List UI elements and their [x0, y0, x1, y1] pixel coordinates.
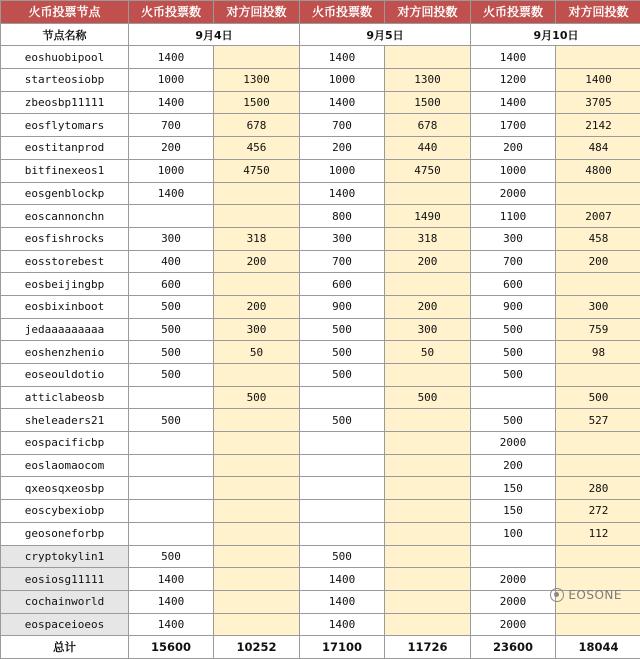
- table-row: [1, 454, 640, 477]
- huobi-votes-cell: 500: [471, 409, 556, 432]
- return-votes-cell: [385, 409, 471, 432]
- node-name-cell: eosflytomars: [1, 114, 129, 137]
- huobi-votes-cell: 700: [300, 114, 385, 137]
- huobi-votes-cell: 1000: [300, 159, 385, 182]
- return-votes-cell: 440: [385, 137, 471, 160]
- return-votes-cell: 2007: [556, 205, 640, 228]
- huobi-votes-cell: 200: [471, 137, 556, 160]
- huobi-votes-cell: 600: [471, 273, 556, 296]
- return-votes-cell: 300: [385, 318, 471, 341]
- table-row: [1, 545, 640, 568]
- return-votes-cell: 318: [385, 227, 471, 250]
- huobi-votes-cell: 200: [300, 137, 385, 160]
- huobi-votes-cell: 1400: [300, 46, 385, 69]
- huobi-votes-cell: [129, 500, 214, 523]
- return-votes-cell: 98: [556, 341, 640, 364]
- table-row: [1, 613, 640, 636]
- header-return-votes-2: 对方回投数: [385, 1, 471, 24]
- huobi-votes-cell: 500: [129, 545, 214, 568]
- table-row: [1, 137, 640, 160]
- return-votes-cell: 678: [385, 114, 471, 137]
- return-votes-cell: 200: [385, 250, 471, 273]
- total-label: 总计: [1, 636, 129, 659]
- header-huobi-votes-1: 火币投票数: [129, 1, 214, 24]
- date-sep10: 9月10日: [471, 23, 640, 46]
- wechat-icon: [550, 588, 564, 602]
- table-row: [1, 364, 640, 387]
- huobi-votes-cell: 1700: [471, 114, 556, 137]
- huobi-votes-cell: [300, 477, 385, 500]
- return-votes-cell: [214, 273, 300, 296]
- huobi-votes-cell: [129, 432, 214, 455]
- return-votes-cell: 500: [214, 386, 300, 409]
- return-votes-cell: [385, 568, 471, 591]
- return-votes-cell: 200: [214, 250, 300, 273]
- huobi-votes-cell: 2000: [471, 590, 556, 613]
- huobi-votes-cell: 500: [300, 364, 385, 387]
- table-row: [1, 159, 640, 182]
- huobi-votes-cell: 150: [471, 477, 556, 500]
- return-votes-cell: [214, 454, 300, 477]
- return-votes-cell: 678: [214, 114, 300, 137]
- return-votes-cell: 1300: [385, 69, 471, 92]
- header-return-votes-1: 对方回投数: [214, 1, 300, 24]
- huobi-votes-cell: 1400: [471, 91, 556, 114]
- return-votes-cell: 458: [556, 227, 640, 250]
- return-votes-cell: 1490: [385, 205, 471, 228]
- table-row: [1, 114, 640, 137]
- huobi-votes-cell: 900: [300, 295, 385, 318]
- return-votes-cell: 527: [556, 409, 640, 432]
- huobi-votes-cell: 1400: [300, 590, 385, 613]
- huobi-votes-cell: 1400: [129, 91, 214, 114]
- return-votes-cell: [214, 545, 300, 568]
- node-name-cell: eosbixinboot: [1, 295, 129, 318]
- table-row: [1, 295, 640, 318]
- return-votes-cell: [214, 522, 300, 545]
- total-value: 10252: [214, 636, 300, 659]
- huobi-votes-cell: 400: [129, 250, 214, 273]
- return-votes-cell: [556, 545, 640, 568]
- total-value: 11726: [385, 636, 471, 659]
- table-row: [1, 341, 640, 364]
- huobi-votes-cell: 1400: [300, 613, 385, 636]
- header-huobi-votes-2: 火币投票数: [300, 1, 385, 24]
- huobi-votes-cell: 300: [300, 227, 385, 250]
- node-name-cell: zbeosbp11111: [1, 91, 129, 114]
- node-name-cell: eosgenblockp: [1, 182, 129, 205]
- huobi-votes-cell: 500: [129, 318, 214, 341]
- return-votes-cell: 200: [556, 250, 640, 273]
- huobi-votes-cell: 1000: [129, 159, 214, 182]
- total-value: 17100: [300, 636, 385, 659]
- node-name-cell: sheleaders21: [1, 409, 129, 432]
- huobi-votes-cell: 700: [300, 250, 385, 273]
- huobi-votes-cell: 2000: [471, 613, 556, 636]
- return-votes-cell: [385, 273, 471, 296]
- table-row: [1, 568, 640, 591]
- header-node-group: 火币投票节点: [1, 1, 129, 24]
- node-name-cell: eospaceioeos: [1, 613, 129, 636]
- return-votes-cell: [385, 545, 471, 568]
- return-votes-cell: [385, 613, 471, 636]
- return-votes-cell: [556, 432, 640, 455]
- node-name-cell: cochainworld: [1, 590, 129, 613]
- huobi-votes-cell: 500: [300, 318, 385, 341]
- huobi-votes-cell: [300, 500, 385, 523]
- huobi-votes-cell: 700: [129, 114, 214, 137]
- return-votes-cell: 1500: [385, 91, 471, 114]
- huobi-votes-cell: 100: [471, 522, 556, 545]
- watermark-text: EOSONE: [568, 588, 622, 602]
- return-votes-cell: 4800: [556, 159, 640, 182]
- node-name-cell: eosstorebest: [1, 250, 129, 273]
- huobi-votes-cell: [300, 454, 385, 477]
- table-row: [1, 273, 640, 296]
- node-name-cell: jedaaaaaaaaa: [1, 318, 129, 341]
- huobi-votes-cell: 1400: [300, 568, 385, 591]
- huobi-votes-cell: 2000: [471, 182, 556, 205]
- return-votes-cell: [385, 522, 471, 545]
- table-row: [1, 91, 640, 114]
- return-votes-cell: [556, 364, 640, 387]
- huobi-votes-cell: 500: [129, 364, 214, 387]
- node-name-header: 节点名称: [1, 23, 129, 46]
- return-votes-cell: 4750: [214, 159, 300, 182]
- huobi-votes-cell: 1400: [300, 182, 385, 205]
- return-votes-cell: [214, 364, 300, 387]
- huobi-votes-cell: 200: [129, 137, 214, 160]
- huobi-votes-cell: 1000: [129, 69, 214, 92]
- table-row: [1, 227, 640, 250]
- node-name-cell: cryptokylin1: [1, 545, 129, 568]
- huobi-votes-cell: 500: [471, 364, 556, 387]
- return-votes-cell: 318: [214, 227, 300, 250]
- return-votes-cell: 759: [556, 318, 640, 341]
- node-name-cell: eosfishrocks: [1, 227, 129, 250]
- huobi-votes-cell: 500: [129, 295, 214, 318]
- return-votes-cell: 50: [385, 341, 471, 364]
- node-name-cell: eosbeijingbp: [1, 273, 129, 296]
- huobi-votes-cell: 1000: [471, 159, 556, 182]
- huobi-votes-cell: 1400: [300, 91, 385, 114]
- huobi-votes-cell: 700: [471, 250, 556, 273]
- node-name-cell: eoseouldotio: [1, 364, 129, 387]
- eosone-watermark: [550, 588, 622, 602]
- huobi-votes-cell: 500: [300, 341, 385, 364]
- huobi-votes-cell: 1100: [471, 205, 556, 228]
- return-votes-cell: [556, 613, 640, 636]
- table-row: [1, 69, 640, 92]
- total-value: 18044: [556, 636, 640, 659]
- huobi-votes-cell: 500: [129, 409, 214, 432]
- huobi-votes-cell: 1000: [300, 69, 385, 92]
- table-row: [1, 522, 640, 545]
- return-votes-cell: [556, 182, 640, 205]
- return-votes-cell: 4750: [385, 159, 471, 182]
- huobi-votes-cell: 500: [471, 341, 556, 364]
- huobi-votes-cell: 500: [300, 409, 385, 432]
- return-votes-cell: [385, 500, 471, 523]
- return-votes-cell: 1500: [214, 91, 300, 114]
- return-votes-cell: 200: [214, 295, 300, 318]
- return-votes-cell: [385, 477, 471, 500]
- return-votes-cell: [385, 590, 471, 613]
- return-votes-cell: [556, 46, 640, 69]
- return-votes-cell: 484: [556, 137, 640, 160]
- huobi-votes-cell: 600: [300, 273, 385, 296]
- return-votes-cell: 1400: [556, 69, 640, 92]
- table-row: [1, 386, 640, 409]
- huobi-votes-cell: 200: [471, 454, 556, 477]
- total-row: [1, 636, 640, 659]
- return-votes-cell: [214, 613, 300, 636]
- return-votes-cell: [385, 364, 471, 387]
- node-name-cell: geosoneforbp: [1, 522, 129, 545]
- huobi-votes-cell: [129, 386, 214, 409]
- return-votes-cell: 300: [556, 295, 640, 318]
- return-votes-cell: 3705: [556, 91, 640, 114]
- node-name-cell: qxeosqxeosbp: [1, 477, 129, 500]
- node-name-cell: eoshenzhenio: [1, 341, 129, 364]
- total-value: 15600: [129, 636, 214, 659]
- huobi-votes-cell: [471, 386, 556, 409]
- node-name-cell: eoscannonchn: [1, 205, 129, 228]
- total-value: 23600: [471, 636, 556, 659]
- huobi-votes-cell: 1400: [471, 46, 556, 69]
- node-name-cell: eospacificbp: [1, 432, 129, 455]
- return-votes-cell: 280: [556, 477, 640, 500]
- node-name-cell: atticlabeosb: [1, 386, 129, 409]
- huobi-votes-cell: 500: [471, 318, 556, 341]
- node-name-cell: eoslaomaocom: [1, 454, 129, 477]
- return-votes-cell: [385, 46, 471, 69]
- return-votes-cell: 1300: [214, 69, 300, 92]
- table-row: [1, 318, 640, 341]
- table-row: [1, 409, 640, 432]
- huobi-votes-cell: 1400: [129, 46, 214, 69]
- return-votes-cell: [214, 46, 300, 69]
- return-votes-cell: [214, 568, 300, 591]
- return-votes-cell: 2142: [556, 114, 640, 137]
- huobi-votes-cell: 800: [300, 205, 385, 228]
- node-name-cell: eostitanprod: [1, 137, 129, 160]
- node-name-cell: eosiosg11111: [1, 568, 129, 591]
- return-votes-cell: [214, 205, 300, 228]
- date-sep5: 9月5日: [300, 23, 471, 46]
- node-name-cell: starteosiobp: [1, 69, 129, 92]
- return-votes-cell: 456: [214, 137, 300, 160]
- huobi-votes-cell: 150: [471, 500, 556, 523]
- return-votes-cell: 300: [214, 318, 300, 341]
- return-votes-cell: 500: [556, 386, 640, 409]
- table-row: [1, 500, 640, 523]
- table-row: [1, 182, 640, 205]
- return-votes-cell: [556, 568, 640, 591]
- huobi-votes-cell: [129, 205, 214, 228]
- return-votes-cell: [214, 409, 300, 432]
- huobi-votes-cell: 1200: [471, 69, 556, 92]
- huobi-votes-cell: [129, 522, 214, 545]
- table-row: [1, 46, 640, 69]
- huobi-votes-cell: 300: [129, 227, 214, 250]
- node-name-cell: eoshuobipool: [1, 46, 129, 69]
- huobi-votes-cell: [471, 545, 556, 568]
- huobi-votes-cell: [129, 477, 214, 500]
- huobi-votes-cell: 1400: [129, 182, 214, 205]
- return-votes-cell: [556, 454, 640, 477]
- return-votes-cell: [214, 432, 300, 455]
- return-votes-cell: 272: [556, 500, 640, 523]
- table-row: [1, 590, 640, 613]
- huobi-votes-cell: 1400: [129, 613, 214, 636]
- return-votes-cell: 50: [214, 341, 300, 364]
- table-row: [1, 205, 640, 228]
- huobi-votes-cell: [300, 432, 385, 455]
- huobi-votes-cell: [129, 454, 214, 477]
- return-votes-cell: [385, 432, 471, 455]
- huobi-votes-cell: 300: [471, 227, 556, 250]
- header-huobi-votes-3: 火币投票数: [471, 1, 556, 24]
- return-votes-cell: [214, 590, 300, 613]
- table-row: [1, 477, 640, 500]
- table-row: [1, 432, 640, 455]
- return-votes-cell: [214, 182, 300, 205]
- huobi-votes-cell: 500: [129, 341, 214, 364]
- return-votes-cell: 112: [556, 522, 640, 545]
- return-votes-cell: [556, 273, 640, 296]
- return-votes-cell: 500: [385, 386, 471, 409]
- return-votes-cell: 200: [385, 295, 471, 318]
- return-votes-cell: [214, 477, 300, 500]
- huobi-votes-cell: [300, 386, 385, 409]
- subheader-row: [1, 23, 640, 46]
- header-row: [1, 1, 640, 24]
- huobi-votes-cell: 600: [129, 273, 214, 296]
- node-name-cell: eoscybexiobp: [1, 500, 129, 523]
- huobi-votes-cell: 500: [300, 545, 385, 568]
- huobi-votes-cell: 2000: [471, 568, 556, 591]
- huobi-votes-cell: [300, 522, 385, 545]
- table-row: [1, 250, 640, 273]
- return-votes-cell: [214, 500, 300, 523]
- huobi-votes-cell: 1400: [129, 568, 214, 591]
- header-return-votes-3: 对方回投数: [556, 1, 640, 24]
- huobi-votes-cell: 2000: [471, 432, 556, 455]
- date-sep4: 9月4日: [129, 23, 300, 46]
- huobi-votes-cell: 900: [471, 295, 556, 318]
- return-votes-cell: [385, 182, 471, 205]
- huobi-votes-cell: 1400: [129, 590, 214, 613]
- node-name-cell: bitfinexeos1: [1, 159, 129, 182]
- return-votes-cell: [385, 454, 471, 477]
